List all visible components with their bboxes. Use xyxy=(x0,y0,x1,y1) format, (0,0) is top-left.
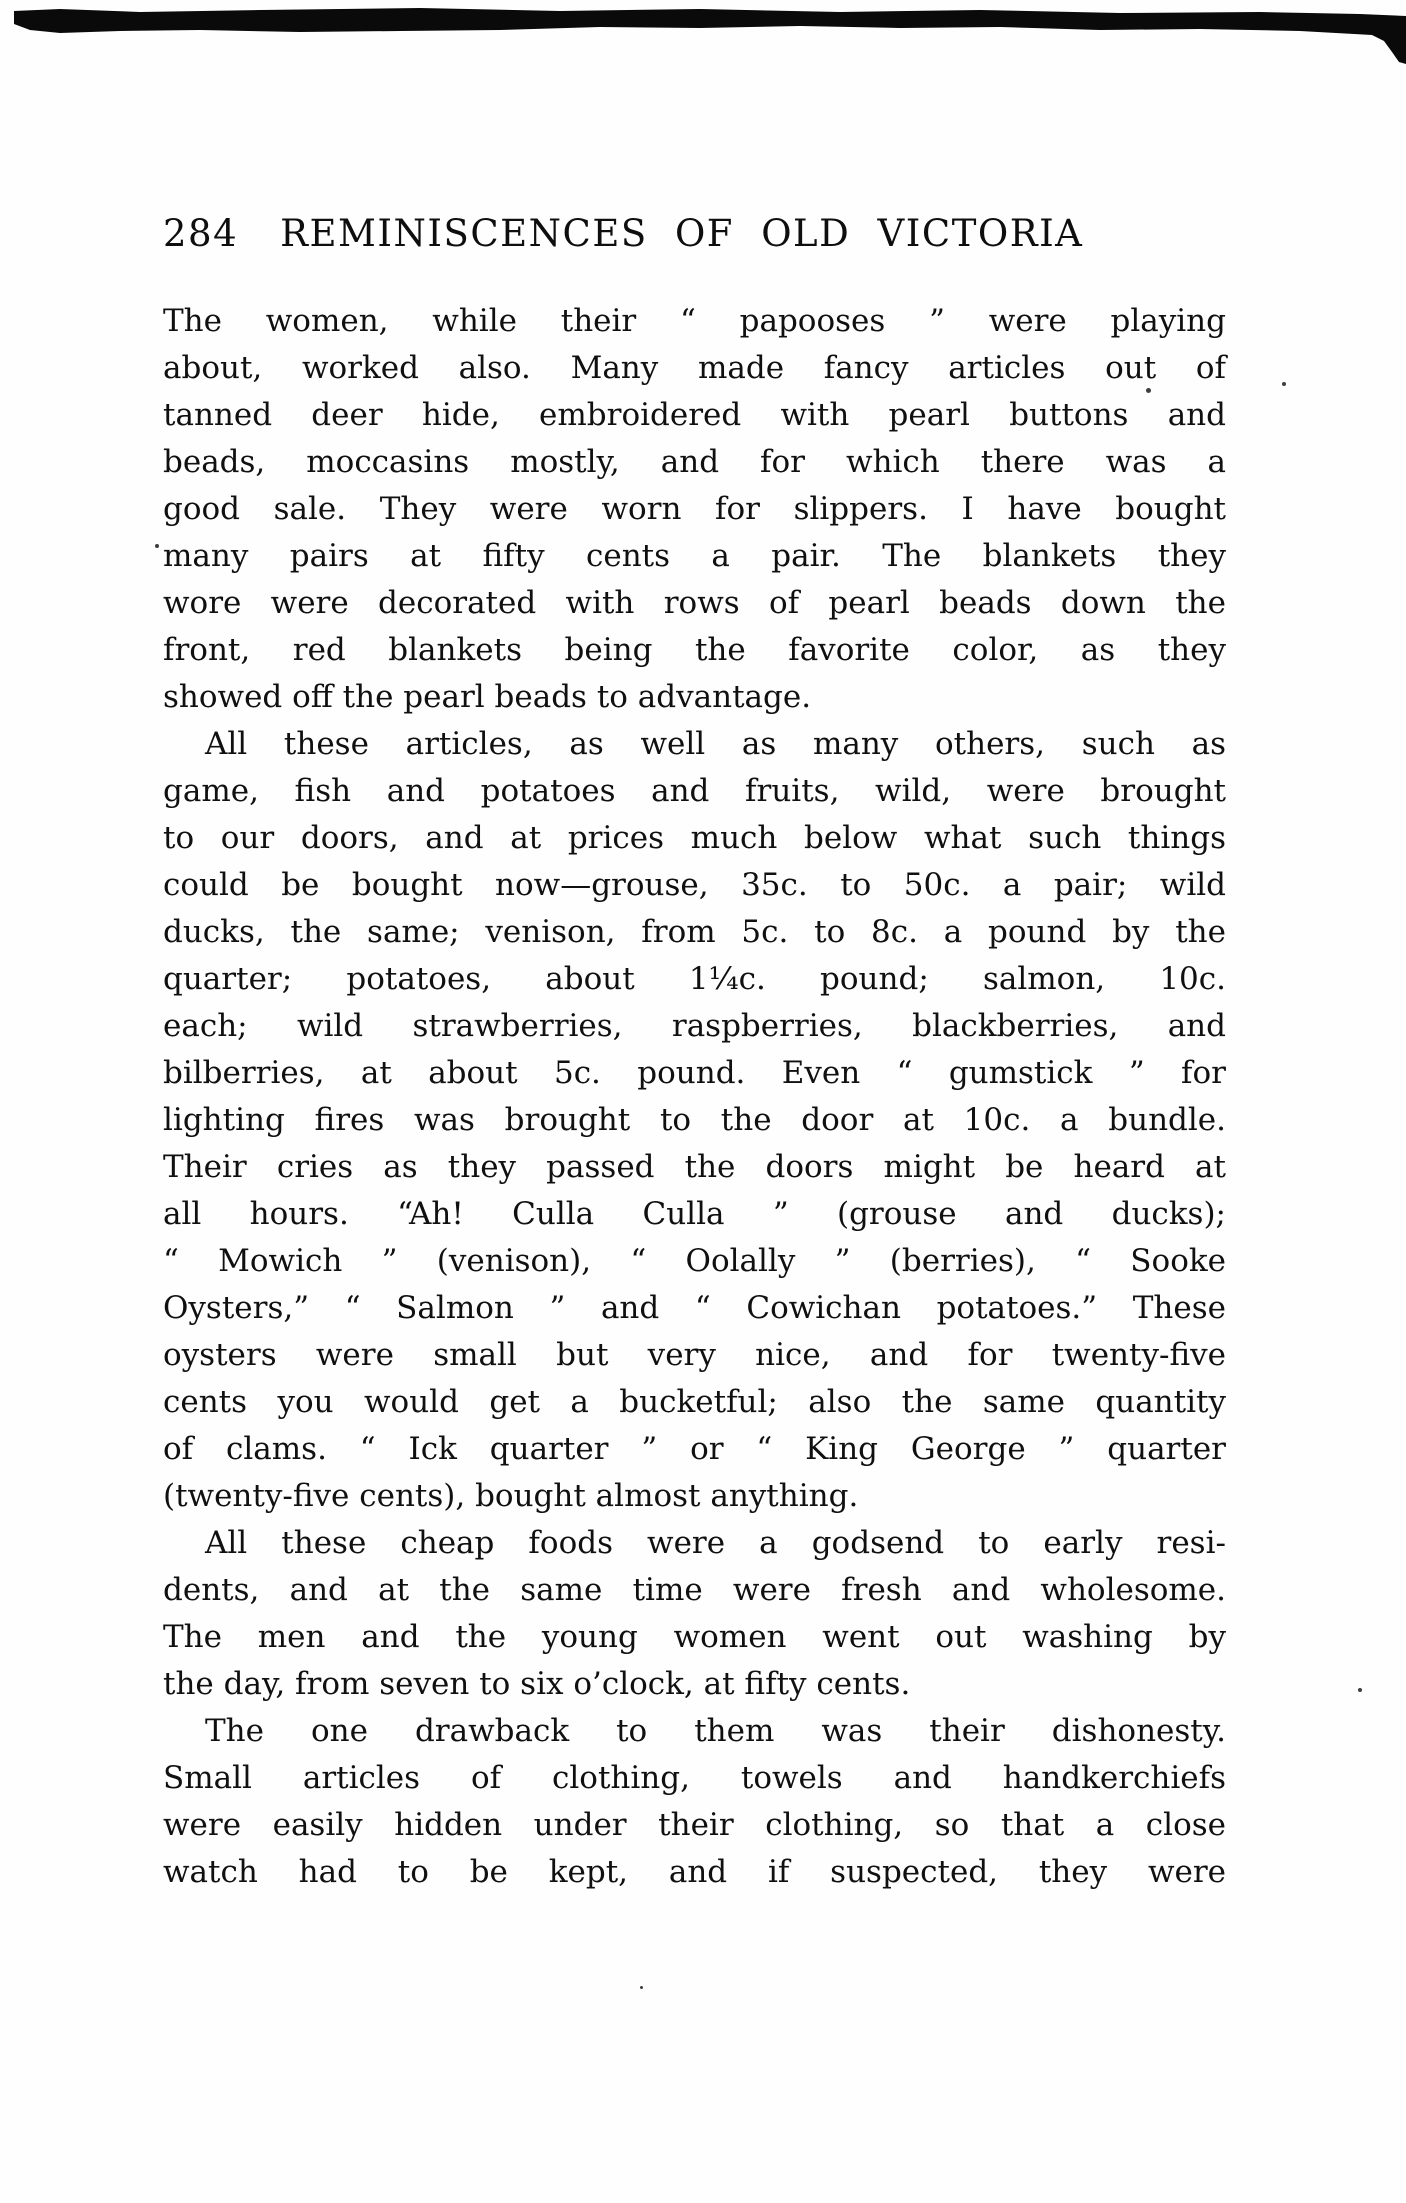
text-line: quarter; potatoes, about 1¼c. pound; salmon, 10c. xyxy=(163,961,1226,997)
scan-speck xyxy=(1358,1688,1362,1692)
text-line: oysters were small but very nice, and for twenty-five xyxy=(163,1337,1226,1373)
text-line: good sale. They were worn for slippers. I have bought xyxy=(163,491,1226,527)
text-line: of clams. “ Ick quarter ” or “ King George ” quarter xyxy=(163,1431,1226,1467)
text-line: about, worked also. Many made fancy articles out of xyxy=(163,350,1226,386)
body-text xyxy=(163,298,1226,1896)
text-line: The women, while their “ papooses ” were playing xyxy=(163,303,1226,339)
text-line: game, fish and potatoes and fruits, wild, were brought xyxy=(163,773,1226,809)
text-line: showed off the pearl beads to advantage. xyxy=(163,679,812,715)
text-line: lighting fires was brought to the door at 10c. a bundle. xyxy=(163,1102,1226,1138)
text-line: The one drawback to them was their dishonesty. xyxy=(205,1713,1226,1749)
text-line: Their cries as they passed the doors might be heard at xyxy=(163,1149,1226,1185)
text-line: front, red blankets being the favorite color, as they xyxy=(163,632,1226,668)
text-line: could be bought now—grouse, 35c. to 50c. a pair; wild xyxy=(163,867,1226,903)
text-line: were easily hidden under their clothing, so that a close xyxy=(163,1807,1226,1843)
text-line: wore were decorated with rows of pearl beads down the xyxy=(163,585,1226,621)
text-line: cents you would get a bucketful; also the same quantity xyxy=(163,1384,1226,1420)
text-line: Small articles of clothing, towels and handkerchiefs xyxy=(163,1760,1226,1796)
text-line: to our doors, and at prices much below what such things xyxy=(163,820,1226,856)
text-line: tanned deer hide, embroidered with pearl buttons and xyxy=(163,397,1226,433)
text-line: bilberries, at about 5c. pound. Even “ gumstick ” for xyxy=(163,1055,1226,1091)
text-line: many pairs at fifty cents a pair. The blankets they xyxy=(163,538,1226,574)
text-line: watch had to be kept, and if suspected, they were xyxy=(163,1854,1226,1890)
text-line: Oysters,” “ Salmon ” and “ Cowichan potatoes.” These xyxy=(163,1290,1226,1326)
text-line: dents, and at the same time were fresh and wholesome. xyxy=(163,1572,1226,1608)
text-line: all hours. “Ah! Culla Culla ” (grouse and ducks); xyxy=(163,1196,1226,1232)
scan-artifact-top-bar xyxy=(0,0,1406,70)
scan-speck xyxy=(640,1986,643,1989)
text-line: All these cheap foods were a godsend to early resi- xyxy=(205,1525,1226,1561)
text-line: beads, moccasins mostly, and for which there was a xyxy=(163,444,1226,480)
scan-speck xyxy=(1282,382,1286,386)
scan-speck xyxy=(1146,388,1151,393)
text-line: the day, from seven to six o’clock, at fifty cents. xyxy=(163,1666,911,1702)
text-line: each; wild strawberries, raspberries, blackberries, and xyxy=(163,1008,1226,1044)
text-line: (twenty-five cents), bought almost anything. xyxy=(163,1478,859,1514)
running-title: REMINISCENCES OF OLD VICTORIA xyxy=(280,212,1084,255)
page-number: 284 xyxy=(163,212,239,255)
text-line: The men and the young women went out washing by xyxy=(163,1619,1226,1655)
text-line: “ Mowich ” (venison), “ Oolally ” (berries), “ Sooke xyxy=(163,1243,1226,1279)
text-line: ducks, the same; venison, from 5c. to 8c. a pound by the xyxy=(163,914,1226,950)
scan-speck xyxy=(155,544,159,548)
text-line: All these articles, as well as many others, such as xyxy=(205,726,1226,762)
page-header xyxy=(163,212,1226,255)
